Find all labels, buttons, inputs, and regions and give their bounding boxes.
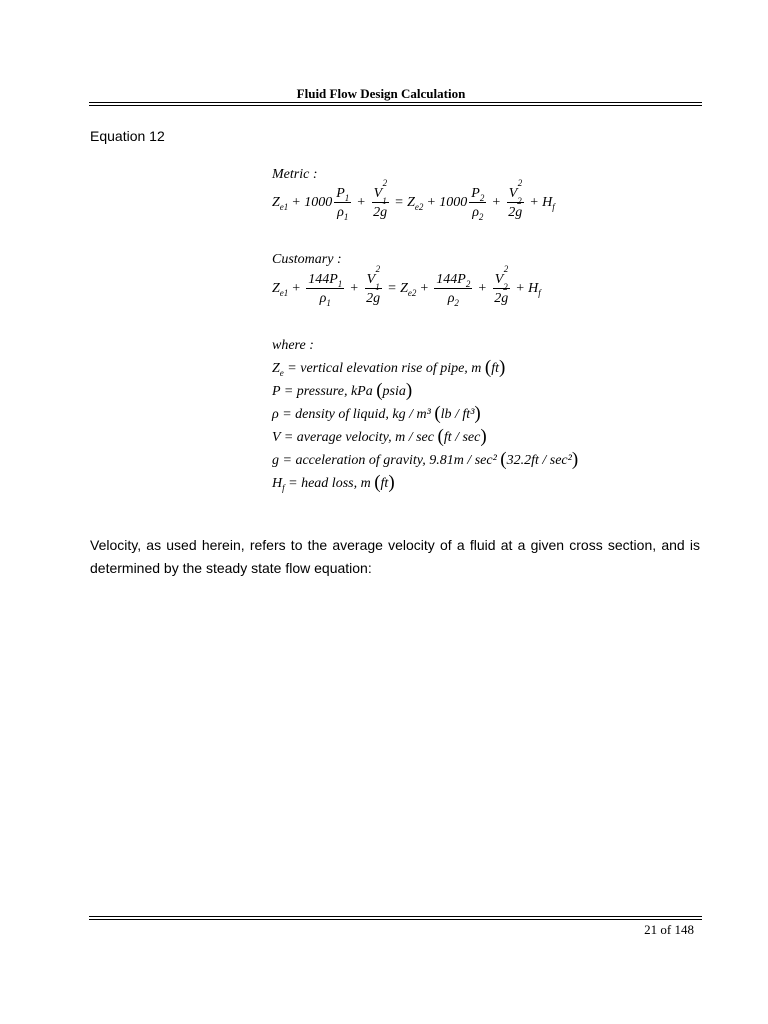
where-label: where :	[272, 338, 314, 353]
page-number: 21 of 148	[644, 922, 694, 937]
metric-equation: $Z_{e1}$ + 1000 $\frac{P_1}{\rho_1}$ + V 2 $_1$ 2g = $Z_{e2}$ + 1000 $\frac{P_2}{\rho_2}$ + V 2 $_2$ 2g + $H_f$	[272, 178, 555, 222]
header-rule-bottom	[89, 105, 702, 106]
definition-line: ρ = density of liquid, kg / m³ (lb / ft³)	[272, 403, 481, 424]
equation-label: Equation 12	[90, 128, 165, 144]
customary-label: Customary :	[272, 252, 342, 267]
definition-line: $H_f$ = head loss, m (ft)	[272, 472, 395, 493]
definition-line: V = average velocity, m / sec (ft / sec)	[272, 426, 487, 447]
metric-label: Metric :	[272, 167, 318, 182]
definition-line: P = pressure, kPa (psia)	[272, 380, 413, 401]
definitions-list	[272, 357, 578, 495]
definition-line: g = acceleration of gravity, 9.81m / sec² (32.2ft / sec²)	[272, 449, 579, 470]
page-header-title: Fluid Flow Design Calculation	[296, 86, 466, 101]
header-rule-top	[89, 102, 702, 103]
footer-rule-top	[89, 916, 702, 917]
footer-rule-bottom	[89, 919, 702, 920]
customary-equation: $Z_{e1}$ + $\frac{144P_1}{\rho_1}$ + V 2 $_1$ 2g = $Z_{e2}$ + $\frac{144P_2}{\rho_2}$ + V 2 $_2$ 2g + $H_f$	[272, 264, 541, 308]
body-paragraph: Velocity, as used herein, refers to the average velocity of a fluid at a given cross section, and is determined by the steady state flow equation:	[90, 537, 700, 576]
definition-line: $Z_e$ = vertical elevation rise of pipe, m (ft)	[272, 357, 506, 378]
